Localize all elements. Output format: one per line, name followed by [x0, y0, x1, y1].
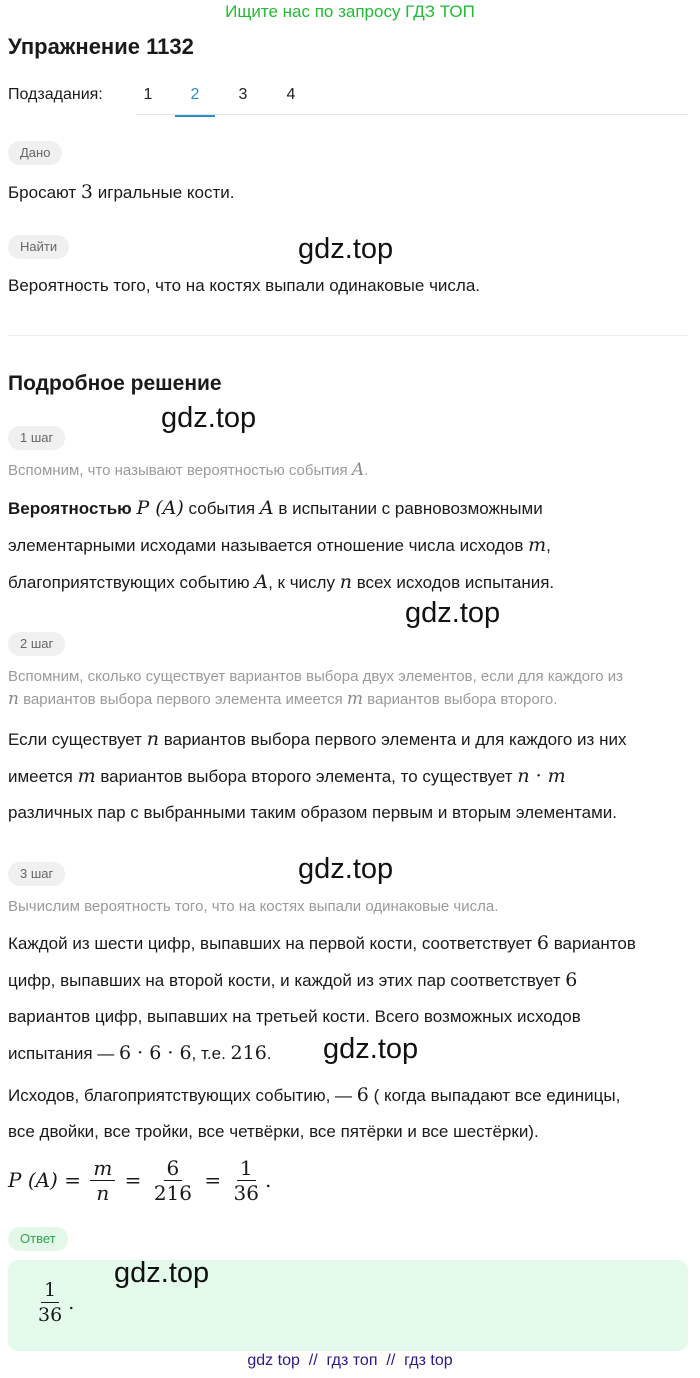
- step-3-favorable: Исходов, благоприятствующих событию, — 6 ( когда выпадают все единицы, все двойки, все тройки, все четвёрки, все пятёрки и все шестёрки).: [8, 1084, 621, 1141]
- solution-title: Подробное решение: [8, 372, 222, 395]
- footer-links: gdz top // гдз топ // гдз top: [247, 1352, 453, 1369]
- probability-formula: P (A) = $\frac{m}{n}$ = $\frac{6}{216}$ = $\frac{1}{36}$ .: [8, 1155, 272, 1205]
- watermark: gdz.top: [405, 597, 501, 629]
- given-chip: Дано: [8, 141, 62, 165]
- step-3-hint: Вычислим вероятность того, что на костях выпали одинаковые числа.: [8, 898, 499, 915]
- search-banner: Ищите нас по запросу ГДЗ ТОП: [225, 2, 475, 21]
- watermark: gdz.top: [298, 853, 394, 885]
- subtask-tab-3[interactable]: 3: [238, 86, 248, 103]
- step-3-chip: 3 шаг: [8, 862, 65, 886]
- fraction-m-n: $\frac{m}{n}$: [90, 1156, 115, 1205]
- find-chip: Найти: [8, 235, 69, 259]
- watermark: gdz.top: [323, 1033, 419, 1065]
- subtasks-underline: [136, 114, 688, 115]
- answer-box: [8, 1260, 688, 1351]
- subtasks-bar: [8, 80, 688, 116]
- step-2-hint: Вспомним, сколько существует вариантов выбора двух элементов, если для каждого из n вариантов выбора первого элемента имеется m вариантов выбора второго.: [8, 668, 624, 709]
- given-text: Бросают 3 игральные кости.: [8, 181, 235, 203]
- step-1-definition: Вероятностью P (A) события A в испытании с равновозможными элементарными исходами называется отношение числа исходов m, благоприятствующих событию A, к числу n всех исходов испытания.: [8, 497, 555, 593]
- subtask-tab-2[interactable]: 2: [175, 86, 215, 104]
- answer-chip: Ответ: [8, 1227, 68, 1251]
- subtask-tab-4[interactable]: 4: [286, 86, 296, 103]
- section-divider: [8, 335, 688, 336]
- exercise-title: Упражнение 1132: [8, 34, 194, 59]
- answer-value: $\frac{1}{36}$ .: [38, 1279, 75, 1326]
- step-1-chip: 1 шаг: [8, 426, 65, 450]
- watermark: gdz.top: [298, 233, 394, 265]
- fraction-6-216: $\frac{6}{216}$: [153, 1155, 192, 1205]
- subtask-tab-1[interactable]: 1: [143, 86, 153, 103]
- find-text: Вероятность того, что на костях выпали одинаковые числа.: [8, 276, 481, 295]
- step-2-chip: 2 шаг: [8, 632, 65, 656]
- watermark: gdz.top: [161, 402, 257, 434]
- subtasks-label: Подзадания:: [8, 86, 103, 103]
- fraction-1-36: $\frac{1}{36}$: [233, 1155, 259, 1205]
- step-2-rule: Если существует n вариантов выбора первого элемента и для каждого из них имеется m вариантов выбора второго элемента, то существует n · m различных пар с выбранными таким образом первым и вторым элементами.: [8, 728, 627, 822]
- watermark: gdz.top: [114, 1257, 210, 1289]
- step-3-calculation: Каждой из шести цифр, выпавших на первой кости, соответствует 6 вариантов цифр, выпавших на второй кости, и каждой из этих пар соответствует 6 вариантов цифр, выпавших на третьей кости. Всего возможных исходов испытания — 6 · 6 · 6, т.е. 216.: [8, 932, 636, 1064]
- step-1-hint: Вспомним, что называют вероятностью события A.: [8, 460, 369, 480]
